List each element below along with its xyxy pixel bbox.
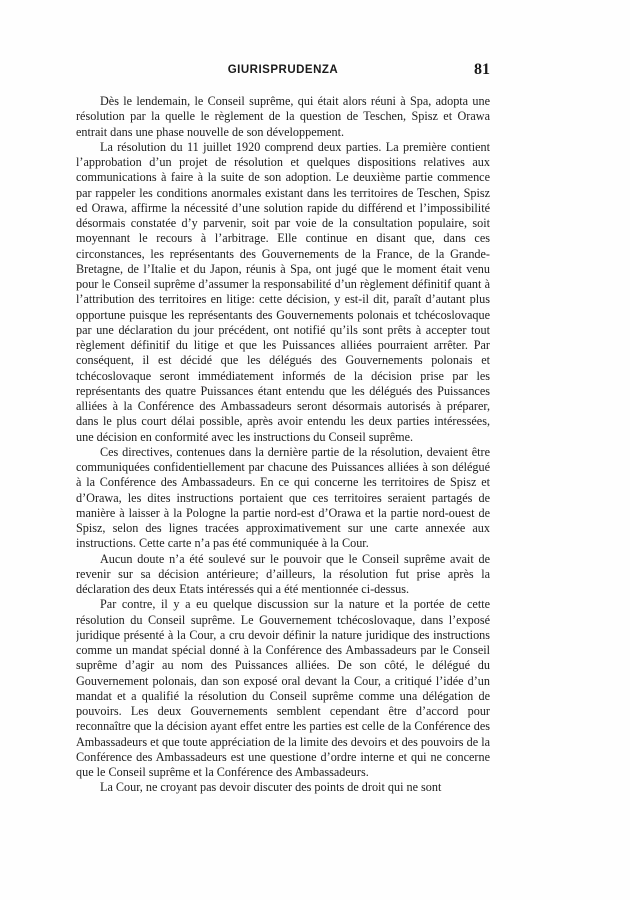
paragraph: Aucun doute n’a été soulevé sur le pouvoir que le Conseil suprême avait de revenir sur sa décision antérieure; d’ailleurs, la résolution fut prise après la déclaration des deux Etats intéressés qui a été mentionnée ci-dessus.: [76, 551, 490, 596]
page-number: 81: [474, 61, 490, 78]
body-text: [76, 94, 490, 892]
running-header: [76, 61, 490, 84]
paragraph: Par contre, il y a eu quelque discussion sur la nature et la portée de cette résolution du Conseil suprême. Le Gouvernement tchécoslovaque, dans l’exposé juridique présenté à la Cour, a cru devoir définir la nature juridique des instructions comme un mandat spécial donné à la Conférence des Ambassadeurs par le Conseil suprême d’agir au nom des Puissances alliées. De son côté, le délégué du Gouvernement polonais, dan son exposé oral devant la Cour, a critiqué l’idée d’un mandat et a qualifié la résolution du Conseil suprême comme una délégation de pouvoirs. Les deux Gouvernements semblent cependant être d’accord pour reconnaître que la décision ayant effet entre les parties est celle de la Conférence des Ambassadeurs et que toute appréciation de la limite des devoirs et des pouvoirs de la Conférence des Ambassadeurs est une questione d’ordre interne et qui ne concerne que le Conseil suprême et la Conférence des Ambassadeurs.: [76, 597, 490, 779]
paragraph: Dès le lendemain, le Conseil suprême, qui était alors réuni à Spa, adopta une résolution par la quelle le règlement de la question de Teschen, Spisz et Orawa entrait dans une phase nouvelle de son développement.: [76, 94, 490, 139]
running-title: GIURISPRUDENZA: [227, 64, 339, 76]
paragraph: Ces directives, contenues dans la dernière partie de la résolution, devaient être communiquées confidentiellement par chacune des Puissances alliées à son délégué à la Conférence des Ambassadeurs. En ce qui concerne les territoires de Spisz et d’Orawa, les dites instructions portaient que ces territoires seraient partagés de manière à laisser à la Pologne la partie nord-est d’Orawa et la partie nord-ouest de Spisz, selon des lignes tracées approximativement sur une carte annexée aux instructions. Cette carte n’a pas été communiquée à la Cour.: [76, 444, 490, 551]
paragraph: La Cour, ne croyant pas devoir discuter des points de droit qui ne sont: [100, 780, 442, 795]
paragraph: La résolution du 11 juillet 1920 comprend deux parties. La première contient l’approbation d’un projet de résolution et quelques dispositions relatives aux communications à faire à la suite de son adoption. Le deuxième partie commence par rappeler les conditions anormales existant dans les territoires de Teschen, Spisz ed Orawa, affirme la nécessité d’une solution rapide du différend et l’impossibilité désormais constatée d’y parvenir, soit par voie de la consultation populaire, soit moyennant le recours à l’arbitrage. Elle continue en disant que, dans ces circonstances, les représentants des Gouvernements de la France, de la Grande-Bretagne, de l’Italie et du Japon, réunis à Spa, ont jugé que le moment était venu pour le Conseil suprême d’assumer la responsabilité d’un règlement définitif quant à l’attribution des territoires en litige: cette décision, y est-il dit, paraît d’autant plus opportune puisque les représentants des Gouvernements polonais et tchécoslovaque par une déclaration du jour précédent, ont notifié qu’ils sont prêts à accepter tout règlement définitif du litige et que les Puissances alliées pourraient arrêter. Par conséquent, il est décidé que les délégués des Gouvernements polonais et tchécoslovaque seront immédiatement informés de la décision prise par les représentants des quatre Puissances étant entendu que les délégués des Puissances alliées à la Conférence des Ambassadeurs seront désormais autorisés à préparer, dans le plus court délai possible, après avoir entendu les deux parties intéressées, une décision en conformité avec les instructions du Conseil suprême.: [76, 139, 490, 444]
